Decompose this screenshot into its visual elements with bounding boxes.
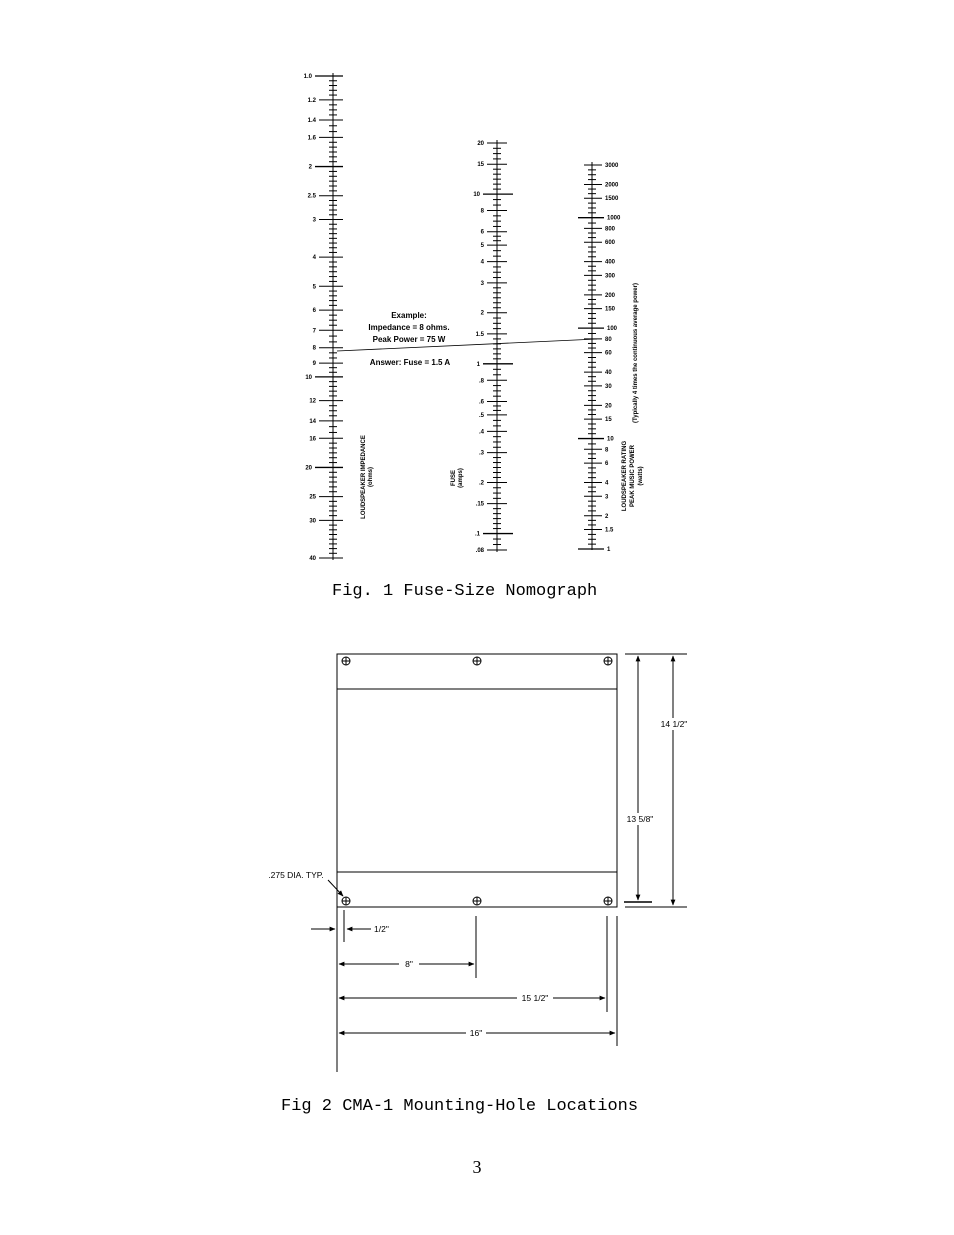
power-tick-label: 80 bbox=[605, 336, 612, 343]
dim-label-13-5-8: 13 5/8" bbox=[626, 814, 654, 824]
power-tick-label: 100 bbox=[607, 326, 618, 333]
mounting-hole-icon bbox=[342, 657, 350, 665]
dim-label-16: 16" bbox=[469, 1028, 483, 1038]
fuse-tick-label: 1.5 bbox=[475, 331, 484, 338]
impedance-tick-label: 2.5 bbox=[307, 193, 316, 200]
impedance-tick-label: 25 bbox=[309, 494, 316, 501]
example-answer: Answer: Fuse = 1.5 A bbox=[369, 358, 451, 367]
fuse-tick-label: .3 bbox=[478, 450, 484, 457]
fuse-tick-label: 4 bbox=[480, 259, 484, 266]
impedance-tick-label: 5 bbox=[312, 284, 316, 291]
power-tick-label: 1 bbox=[607, 547, 611, 553]
impedance-tick-label: 6 bbox=[312, 308, 316, 315]
impedance-tick-label: 4 bbox=[312, 255, 316, 262]
impedance-tick-label: 30 bbox=[309, 518, 316, 525]
impedance-tick-label: 1.2 bbox=[307, 97, 316, 104]
fuse-tick-label: 2 bbox=[480, 310, 484, 317]
power-axis-subtitle: PEAK MUSIC POWER bbox=[630, 444, 636, 508]
power-tick-label: 40 bbox=[605, 370, 612, 377]
fuse-size-nomograph bbox=[0, 0, 954, 575]
fuse-tick-label: .15 bbox=[475, 501, 484, 508]
power-tick-label: 1000 bbox=[607, 215, 621, 222]
power-tick-label: 200 bbox=[605, 292, 616, 299]
impedance-tick-label: 1.6 bbox=[307, 135, 316, 142]
impedance-tick-label: 2 bbox=[308, 164, 312, 171]
power-tick-label: 3 bbox=[605, 494, 609, 501]
fuse-tick-label: .6 bbox=[478, 399, 484, 406]
impedance-tick-label: 10 bbox=[305, 374, 312, 381]
impedance-tick-label: 20 bbox=[305, 465, 312, 472]
power-tick-label: 4 bbox=[605, 480, 609, 487]
power-tick-label: 600 bbox=[605, 240, 616, 247]
impedance-tick-label: 1.0 bbox=[303, 74, 312, 80]
mounting-hole-icon bbox=[473, 897, 481, 905]
power-tick-label: 2 bbox=[605, 513, 609, 520]
dim-label-15-1-2: 15 1/2" bbox=[521, 993, 549, 1003]
mounting-hole-icon bbox=[604, 897, 612, 905]
power-tick-label: 6 bbox=[605, 461, 609, 468]
power-tick-label: 30 bbox=[605, 383, 612, 390]
figure-1-caption: Fig. 1 Fuse-Size Nomograph bbox=[332, 582, 598, 601]
fuse-tick-label: 5 bbox=[480, 243, 484, 250]
power-axis-note: (Typically 4 times the continuous average power) bbox=[633, 283, 639, 423]
impedance-tick-label: 1.4 bbox=[307, 117, 316, 124]
fuse-tick-label: 3 bbox=[480, 280, 484, 287]
fuse-axis-unit: (amps) bbox=[458, 468, 464, 488]
mounting-hole-icon bbox=[342, 897, 350, 905]
power-tick-label: 1500 bbox=[605, 196, 619, 203]
power-axis-title: LOUDSPEAKER RATING bbox=[622, 440, 628, 512]
power-tick-label: 8 bbox=[605, 447, 609, 454]
impedance-tick-label: 14 bbox=[309, 418, 316, 425]
impedance-tick-label: 16 bbox=[309, 436, 316, 443]
power-axis-unit: (watts) bbox=[638, 466, 644, 486]
mounting-hole-icon bbox=[473, 657, 481, 665]
fuse-tick-label: .2 bbox=[478, 480, 484, 487]
impedance-tick-label: 40 bbox=[309, 556, 316, 562]
fuse-tick-label: .8 bbox=[478, 378, 484, 385]
impedance-tick-label: 7 bbox=[312, 328, 316, 335]
power-tick-label: 800 bbox=[605, 226, 616, 233]
fuse-axis-title: FUSE bbox=[451, 469, 457, 487]
power-tick-label: 150 bbox=[605, 306, 616, 313]
example-power: Peak Power = 75 W bbox=[372, 335, 446, 344]
impedance-axis-unit: (ohms) bbox=[368, 467, 374, 487]
dim-label-14-1-2: 14 1/2" bbox=[660, 719, 688, 729]
power-tick-label: 1.5 bbox=[605, 527, 614, 534]
fuse-tick-label: 8 bbox=[480, 208, 484, 215]
mounting-hole-diagram bbox=[0, 640, 954, 1080]
impedance-axis-title: LOUDSPEAKER IMPEDANCE bbox=[361, 435, 367, 519]
fuse-tick-label: 1 bbox=[476, 361, 480, 368]
power-tick-label: 400 bbox=[605, 259, 616, 266]
dim-label-8: 8" bbox=[405, 959, 413, 969]
example-heading: Example: bbox=[391, 311, 427, 320]
hole-note-leader bbox=[328, 880, 343, 896]
power-tick-label: 10 bbox=[607, 436, 614, 443]
enclosure-outline bbox=[337, 654, 617, 907]
dim-label-half: 1/2" bbox=[374, 924, 389, 934]
impedance-tick-label: 3 bbox=[312, 217, 316, 224]
power-tick-label: 15 bbox=[605, 417, 612, 424]
example-impedance: Impedance = 8 ohms. bbox=[368, 323, 450, 332]
power-tick-label: 300 bbox=[605, 273, 616, 280]
impedance-tick-label: 12 bbox=[309, 398, 316, 405]
impedance-tick-label: 8 bbox=[312, 345, 316, 352]
fuse-tick-label: .08 bbox=[475, 548, 484, 554]
power-tick-label: 2000 bbox=[605, 182, 619, 189]
fuse-tick-label: 6 bbox=[480, 229, 484, 236]
impedance-tick-label: 9 bbox=[312, 361, 316, 368]
fuse-tick-label: 20 bbox=[477, 141, 484, 147]
figure-2-caption: Fig 2 CMA-1 Mounting-Hole Locations bbox=[281, 1097, 639, 1116]
page-number: 3 bbox=[472, 1157, 482, 1177]
fuse-tick-label: .1 bbox=[474, 531, 480, 538]
mounting-hole-icon bbox=[604, 657, 612, 665]
fuse-tick-label: .5 bbox=[478, 412, 484, 419]
fuse-tick-label: .4 bbox=[478, 429, 484, 436]
power-tick-label: 60 bbox=[605, 350, 612, 357]
hole-diameter-note: .275 DIA. TYP. bbox=[268, 870, 324, 880]
power-tick-label: 20 bbox=[605, 403, 612, 410]
power-tick-label: 3000 bbox=[605, 163, 619, 169]
fuse-tick-label: 15 bbox=[477, 162, 484, 169]
fuse-tick-label: 10 bbox=[473, 192, 480, 199]
